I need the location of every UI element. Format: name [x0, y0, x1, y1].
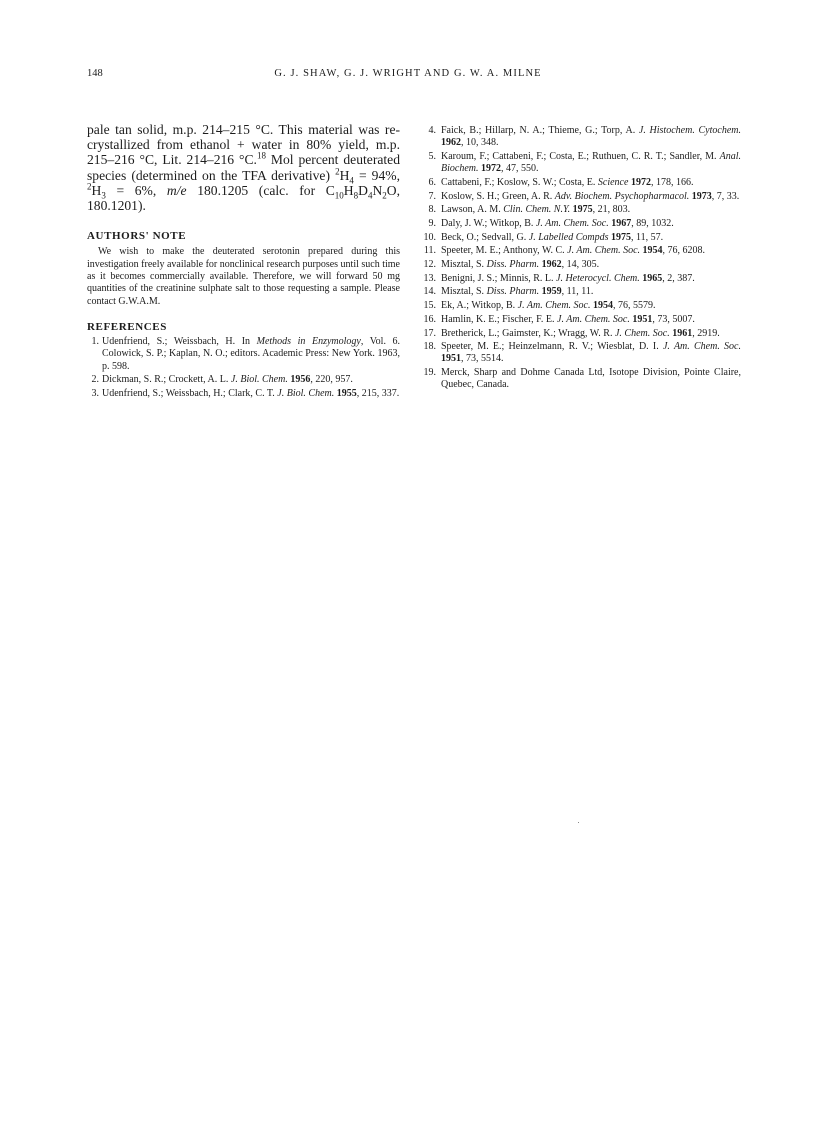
reference-number: 8.	[428, 204, 436, 216]
references-heading: REFERENCES	[87, 321, 167, 334]
reference-number: 18.	[423, 341, 436, 353]
reference-authors: Udenfriend, S.; Weissbach, H. In	[102, 336, 257, 348]
reference-journal: J. Biol. Chem.	[277, 388, 335, 400]
reference-year: 1975	[570, 204, 593, 216]
reference-year: 1956	[287, 374, 311, 386]
reference-details: , 220, 957.	[310, 374, 353, 386]
reference-authors: Hamlin, K. E.; Fischer, F. E.	[441, 313, 558, 325]
formula-element: H	[343, 182, 354, 198]
reference-list-left	[87, 336, 400, 400]
h3-subscript: 3	[101, 190, 106, 201]
reference-item	[416, 273, 741, 285]
reference-details: , 73, 5514.	[461, 353, 504, 365]
reference-number: 17.	[423, 327, 436, 339]
reference-details: , 178, 166.	[650, 176, 694, 188]
reference-details: , 14, 305.	[561, 259, 600, 271]
reference-number: 14.	[423, 286, 436, 298]
reference-authors: Misztal, S.	[441, 259, 487, 271]
right-column	[416, 122, 741, 393]
reference-year: 1972	[478, 163, 501, 175]
reference-journal: J. Am. Chem. Soc.	[567, 245, 641, 257]
reference-authors: Bretherick, L.; Gaimster, K.; Wragg, W. R.	[441, 327, 615, 339]
left-column	[87, 122, 400, 402]
reference-journal: J. Am. Chem. Soc.	[557, 313, 630, 325]
reference-number: 9.	[428, 217, 436, 229]
reference-authors: Cattabeni, F.; Koslow, S. W.; Costa, E.	[441, 176, 598, 188]
reference-item	[416, 314, 741, 326]
reference-number: 6.	[428, 176, 436, 188]
reference-year: 1961	[669, 327, 693, 339]
h3-value: = 6%,	[105, 182, 167, 198]
reference-year: 1972	[628, 176, 651, 188]
reference-details: , 76, 5579.	[613, 300, 656, 312]
formula-tail: O, 180.1201).	[87, 182, 400, 214]
reference-number: 4.	[428, 125, 436, 136]
reference-authors: Faick, B.; Hillarp, N. A.; Thieme, G.; Torp, A.	[441, 125, 639, 136]
h4-subscript: 4	[349, 175, 354, 186]
reference-item	[416, 177, 741, 189]
reference-year: 1955	[334, 388, 357, 400]
reference-journal: Science	[597, 176, 629, 188]
h3-label: H	[91, 182, 102, 198]
reference-year: 1973	[689, 190, 712, 202]
reference-number: 15.	[423, 300, 436, 312]
isotope-superscript: 2	[87, 181, 92, 192]
reference-item	[416, 232, 741, 244]
reference-authors: Merck, Sharp and Dohme Canada Ltd, Isotope Division, Pointe Claire, Quebec, Canada.	[441, 367, 741, 391]
reference-year: 1951	[441, 353, 461, 365]
reference-details: , 215, 337.	[356, 388, 400, 400]
formula-element: N	[372, 182, 383, 198]
reference-number: 13.	[423, 272, 436, 284]
reference-item	[87, 388, 400, 400]
reference-authors: Benigni, J. S.; Minnis, R. L.	[441, 272, 557, 284]
reference-journal: Methods in Enzymology	[256, 336, 361, 348]
reference-item	[416, 125, 741, 149]
reference-details: , 47, 550.	[501, 163, 539, 175]
reference-journal: J. Chem. Soc.	[614, 327, 670, 339]
reference-details: , 7, 33.	[711, 190, 740, 202]
reference-journal: J. Histochem. Cytochem.	[638, 125, 741, 136]
reference-journal: J. Am. Chem. Soc.	[517, 300, 591, 312]
reference-item	[416, 300, 741, 312]
reference-journal: Diss. Pharm.	[486, 286, 540, 298]
reference-journal: J. Heterocycl. Chem.	[556, 272, 640, 284]
reference-item	[416, 151, 741, 175]
scan-speck	[578, 822, 579, 823]
reference-number: 3.	[91, 388, 99, 400]
reference-authors: Karoum, F.; Cattabeni, F.; Costa, E.; Ruthuen, C. R. T.; Sandler, M.	[441, 150, 720, 162]
authors-note-text: We wish to make the deuterated serotonin prepared during this investigation freely available for nonclinical research purposes until such time as it becomes commercially available. Therefore, we will forward 50 mg quantities of the creatinine sulphate salt to those requesting a sample. Please contact G.W.A.M.	[87, 246, 400, 307]
reference-item	[416, 218, 741, 230]
reference-number: 12.	[423, 259, 436, 271]
formula-subscript: 4	[367, 190, 373, 201]
reference-journal: J. Biol. Chem.	[230, 374, 288, 386]
reference-details: , 89, 1032.	[631, 217, 674, 229]
reference-journal: Anal. Biochem.	[441, 150, 741, 175]
reference-authors: Misztal, S.	[441, 286, 487, 298]
reference-authors: Koslow, S. H.; Green, A. R.	[441, 190, 555, 202]
me-label: m/e	[166, 182, 187, 198]
reference-details: , 11, 57.	[630, 231, 664, 243]
formula-subscript: 10	[334, 190, 344, 201]
reference-number: 19.	[423, 367, 436, 379]
me-value: 180.1205 (calc. for C	[186, 182, 335, 198]
reference-details: , 2919.	[692, 327, 720, 339]
formula-element: D	[358, 182, 368, 198]
reference-item	[416, 367, 741, 391]
reference-item	[87, 336, 400, 373]
reference-item	[416, 259, 741, 271]
reference-details: , 21, 803.	[592, 204, 631, 216]
h4-value: = 94%,	[353, 167, 400, 183]
reference-item	[416, 286, 741, 298]
reference-year: 1962	[539, 259, 562, 271]
reference-year: 1954	[640, 245, 663, 257]
authors-note-heading: AUTHORS' NOTE	[87, 230, 187, 243]
reference-journal: Clin. Chem. N.Y.	[503, 204, 571, 216]
paragraph-text-2: Mol percent deuterated species (determined on the TFA derivative)	[87, 152, 400, 183]
isotope-superscript: 2	[335, 166, 340, 177]
reference-year: 1975	[608, 231, 631, 243]
reference-number: 10.	[423, 231, 436, 243]
reference-year: 1951	[629, 313, 653, 325]
reference-authors: Speeter, M. E.; Anthony, W. C.	[441, 245, 568, 257]
reference-item	[416, 204, 741, 216]
reference-superscript: 18	[256, 150, 266, 161]
reference-year: 1954	[590, 300, 613, 312]
reference-item	[416, 341, 741, 365]
reference-year: 1962	[441, 137, 461, 149]
formula-subscript: 2	[382, 190, 387, 201]
reference-journal: J. Am. Chem. Soc.	[662, 341, 741, 353]
reference-list-right	[416, 125, 741, 392]
reference-details: , 10, 348.	[461, 137, 499, 149]
reference-authors: Dickman, S. R.; Crockett, A. L.	[102, 374, 231, 386]
reference-details: , 73, 5007.	[652, 313, 695, 325]
reference-item	[416, 245, 741, 257]
reference-number: 2.	[91, 374, 99, 386]
reference-item	[87, 374, 400, 386]
formula-subscript: 8	[353, 190, 359, 201]
reference-authors: Daly, J. W.; Witkop, B.	[441, 217, 536, 229]
experimental-paragraph	[87, 122, 400, 213]
reference-authors: Beck, O.; Sedvall, G.	[441, 231, 529, 243]
reference-year: 1965	[639, 272, 663, 284]
reference-details: , 11, 11.	[561, 286, 594, 298]
reference-journal: Adv. Biochem. Psychopharmacol.	[554, 190, 690, 202]
reference-authors: Ek, A.; Witkop, B.	[441, 300, 518, 312]
reference-journal: J. Am. Chem. Soc.	[535, 217, 609, 229]
h4-label: H	[339, 167, 350, 183]
reference-journal: Diss. Pharm.	[486, 259, 540, 271]
reference-details: , 2, 387.	[662, 272, 695, 284]
reference-number: 5.	[428, 150, 436, 162]
reference-authors: Speeter, M. E.; Heinzelmann, R. V.; Wiesblat, D. I.	[441, 341, 663, 353]
page-number: 148	[87, 68, 103, 79]
reference-journal: J. Labelled Compds	[528, 231, 609, 243]
reference-details: , 76, 6208.	[662, 245, 706, 257]
reference-authors: Lawson, A. M.	[441, 204, 504, 216]
reference-number: 16.	[423, 313, 436, 325]
reference-details: , Vol. 6. Colowick, S. P.; Kaplan, N. O.; editors. Academic Press: New York. 1963, p. 598.	[102, 336, 401, 372]
reference-year: 1967	[608, 217, 632, 229]
paragraph-text-1: pale tan solid, m.p. 214–215 °C. This material was re-crystallized from ethanol + water in 80% yield, m.p. 215–216 °C, Lit. 214–216 °C.	[87, 122, 400, 168]
reference-authors: Udenfriend, S.; Weissbach, H.; Clark, C. T.	[102, 388, 278, 400]
reference-item	[416, 328, 741, 340]
running-head: G. J. SHAW, G. J. WRIGHT AND G. W. A. MILNE	[274, 68, 542, 79]
reference-item	[416, 191, 741, 203]
reference-number: 11.	[423, 245, 436, 257]
reference-year: 1959	[539, 286, 562, 298]
reference-number: 1.	[91, 336, 99, 348]
reference-number: 7.	[428, 190, 436, 202]
